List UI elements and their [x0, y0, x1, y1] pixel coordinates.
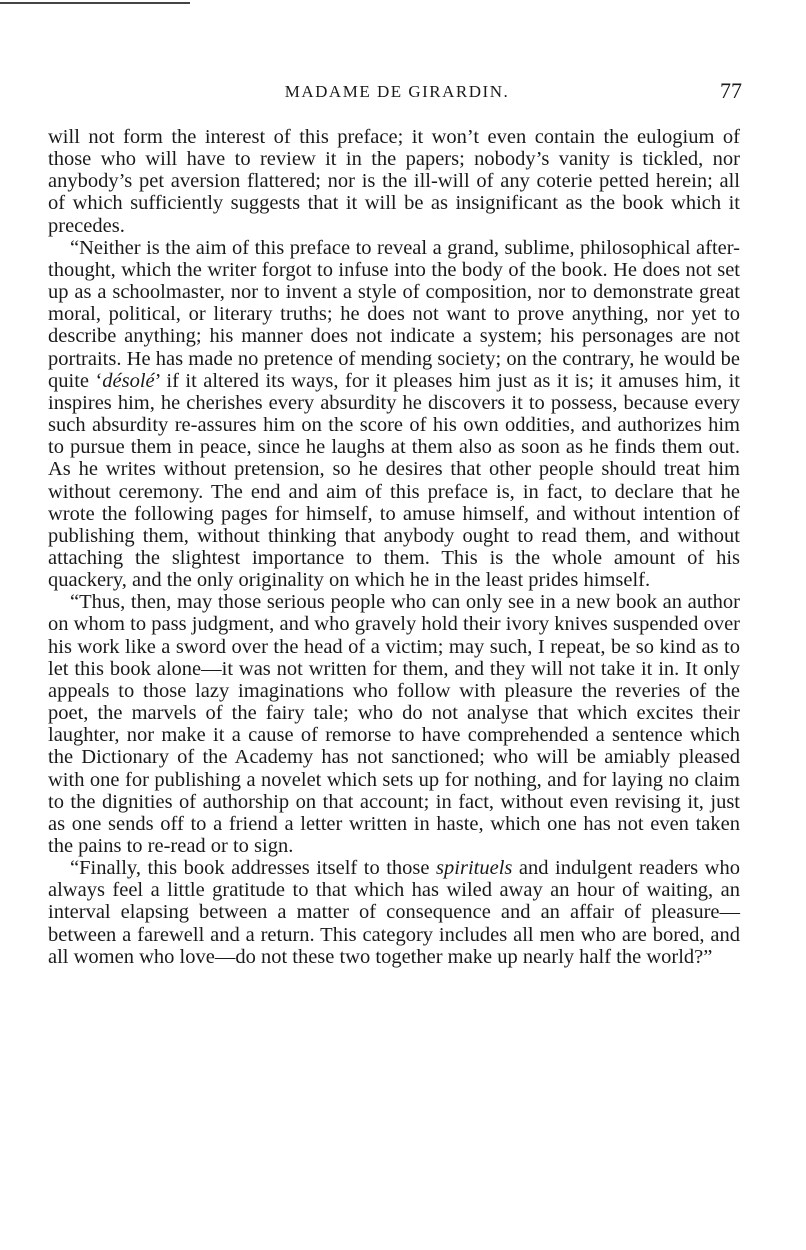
- paragraph-2-text-b: ’ if it altered its ways, for it pleases him just as it is; it amuses him, it inspires him, he cherishes every absurdity he discovers it to possess, because every such absurdity re-assures him on the score of his own oddities, and authorizes him to pursue them in peace, since he laughs at them also as soon as he finds them out. As he writes without pretension, so he desires that other people should treat him without ceremony. The end and aim of this preface is, in fact, to declare that he wrote the following pages for himself, to amuse himself, and without intention of publishing them, without thinking that anybody ought to read them, and without attaching the slightest importance to them. This is the whole amount of his quackery, and the only originality on which he in the least prides himself.: [48, 369, 740, 592]
- paragraph-3: “Thus, then, may those serious people who can only see in a new book an author on whom to pass judgment, and who gravely hold their ivory knives suspended over his work like a sword over the head of a victim; may such, I repeat, be so kind as to let this book alone—it was not written for them, and they will not take it in. It only appeals to those lazy imaginations who follow with pleasure the reveries of the poet, the marvels of the fairy tale; who do not analyse that which excites their laughter, nor make it a cause of remorse to have comprehended a sentence which the Dictionary of the Academy has not sanctioned; who will be amiably pleased with one for publishing a novelet which sets up for nothing, and for laying no claim to the dignities of authorship on that account; in fact, without even revising it, just as one sends off to a friend a letter written in haste, which one has not even taken the pains to re-read or to sign.: [48, 591, 740, 857]
- paragraph-2-text-a: “Neither is the aim of this preface to reveal a grand, sublime, philosophical after-thought, which the writer forgot to infuse into the body of the book. He does not set up as a schoolmaster, nor to invent a style of composition, nor to demonstrate great moral, political, or literary truths; he does not want to prove anything, nor yet to describe anything; his manner does not indicate a system; his personages are not portraits. He has made no pretence of mending society; on the contrary, he would be quite ‘: [48, 236, 740, 392]
- italic-desole: désolé: [102, 369, 155, 392]
- paragraph-4-text-a: “Finally, this book addresses itself to those: [70, 857, 437, 880]
- running-title: MADAME DE GIRARDIN.: [284, 82, 510, 101]
- italic-spirituels: spirituels: [436, 857, 513, 880]
- page-number: 77: [720, 78, 742, 103]
- paragraph-2: [48, 237, 740, 592]
- paragraph-4-text-b: and indulgent readers who always feel a little gratitude to that which has wiled away an hour of waiting, an interval elapsing between a matter of consequence and an affair of pleasure—between a farewell and a return. This category includes all men who are bored, and all women who love—do not these two together make up nearly half the world?”: [48, 857, 740, 968]
- body-text: [48, 126, 740, 968]
- running-head: [52, 78, 742, 108]
- top-rule: [0, 2, 190, 4]
- paragraph-4: [48, 857, 740, 968]
- paragraph-1: will not form the interest of this preface; it won’t even contain the eulogium of those who will have to review it in the papers; nobody’s vanity is tickled, nor anybody’s pet aversion flattered; nor is the ill-will of any coterie petted herein; all of which sufficiently suggests that it will be as insignificant as the book which it precedes.: [48, 126, 740, 237]
